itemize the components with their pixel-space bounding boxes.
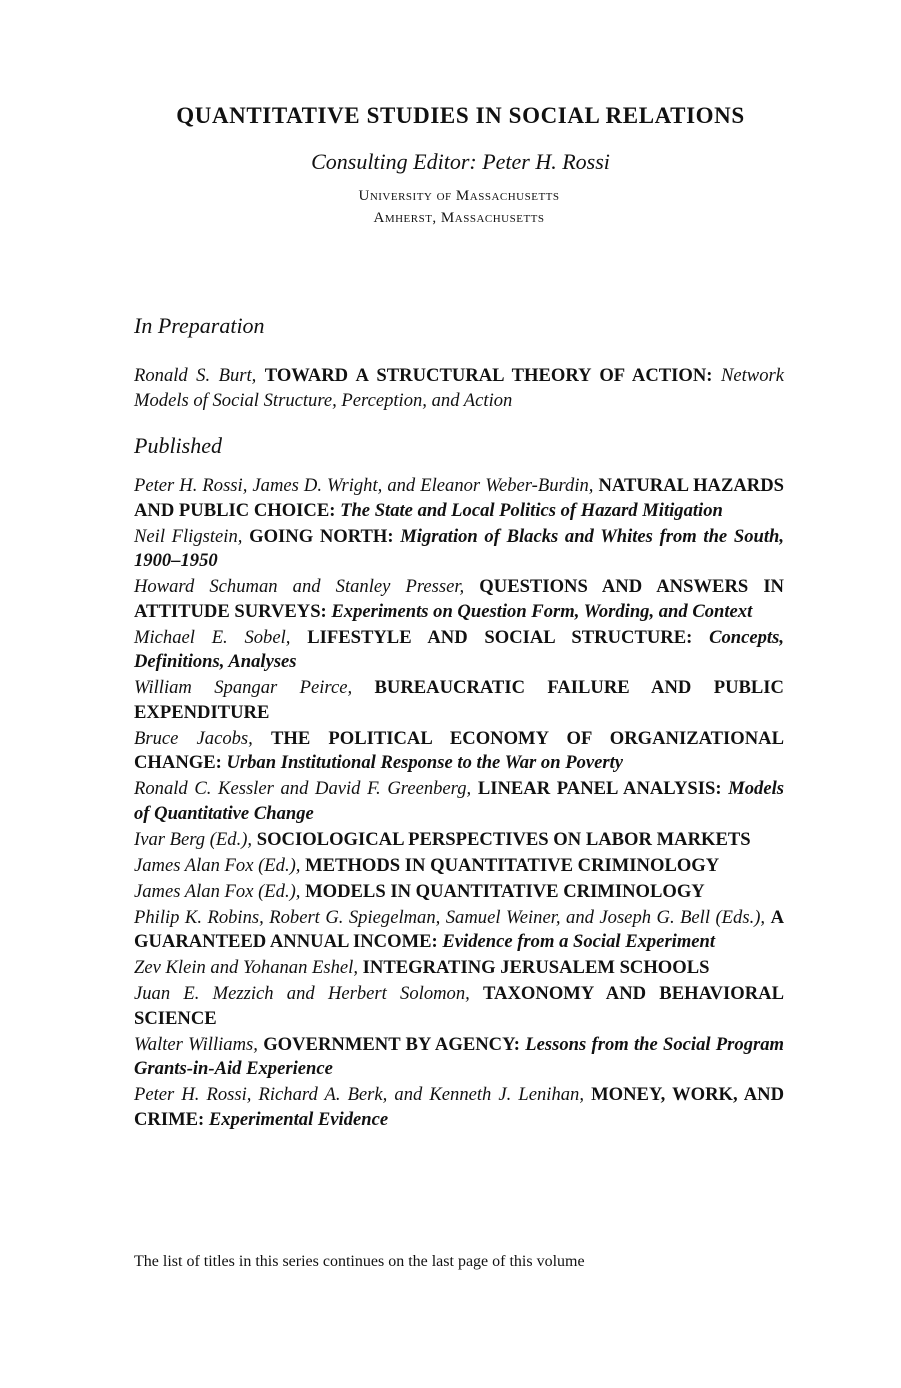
entry-author: Bruce Jacobs, <box>134 727 253 749</box>
book-entry <box>134 575 784 624</box>
entry-author: Peter H. Rossi, Richard A. Berk, and Kenneth J. Lenihan, <box>134 1084 585 1105</box>
entry-author: Walter Williams, <box>134 1033 258 1055</box>
entry-subtitle: Models of Quantitative Change <box>134 778 784 824</box>
entry-title: INTEGRATING JERUSALEM SCHOOLS <box>362 957 710 978</box>
affiliation-line-1: University of Massachusetts <box>358 188 560 204</box>
entry-author: Ronald C. Kessler and David F. Greenberg, <box>134 778 472 799</box>
book-entry <box>134 828 784 853</box>
published-list <box>134 474 784 1134</box>
entry-title: BUREAUCRATIC FAILURE AND PUBLIC EXPENDITURE <box>134 677 784 723</box>
book-entry <box>134 906 784 955</box>
published-heading: Published <box>134 433 222 458</box>
entry-title: MONEY, WORK, AND CRIME: <box>134 1084 785 1130</box>
series-continuation-note: The list of titles in this series continues on the last page of this volume <box>134 1253 585 1270</box>
entry-title: THE POLITICAL ECONOMY OF ORGANIZATIONAL CHANGE: <box>134 727 785 773</box>
book-entry <box>134 364 784 413</box>
entry-author: Neil Fligstein, <box>134 525 243 547</box>
entry-title: TOWARD A STRUCTURAL THEORY OF ACTION: <box>264 365 713 386</box>
entry-subtitle: The State and Local Politics of Hazard Mitigation <box>340 499 723 521</box>
entry-title: A GUARANTEED ANNUAL INCOME: <box>134 906 784 952</box>
book-entry <box>134 854 784 879</box>
book-entry <box>134 956 784 981</box>
book-entry <box>134 676 784 725</box>
entry-title: LINEAR PANEL ANALYSIS: <box>477 778 722 799</box>
entry-subtitle: Experiments on Question Form, Wording, and Context <box>331 600 753 622</box>
book-entry <box>134 982 784 1031</box>
entry-subtitle: Network Models of Social Structure, Perception, and Action <box>134 365 784 411</box>
book-entry <box>134 626 784 675</box>
entry-author: William Spangar Peirce, <box>134 677 353 698</box>
affiliation-line-2: Amherst, Massachusetts <box>373 210 545 226</box>
entry-subtitle: Migration of Blacks and Whites from the South, 1900–1950 <box>134 525 784 571</box>
entry-title: QUESTIONS AND ANSWERS IN ATTITUDE SURVEYS: <box>134 576 784 622</box>
entry-title: GOVERNMENT BY AGENCY: <box>263 1033 520 1055</box>
book-entry <box>134 777 784 826</box>
in-preparation-list <box>134 364 784 415</box>
entry-author: Howard Schuman and Stanley Presser, <box>134 576 465 597</box>
entry-title: GOING NORTH: <box>249 525 394 547</box>
entry-subtitle: Lessons from the Social Program Grants-in-Aid Experience <box>134 1033 784 1079</box>
entry-author: James Alan Fox (Ed.), <box>134 854 301 876</box>
entry-title: METHODS IN QUANTITATIVE CRIMINOLOGY <box>305 854 720 876</box>
in-preparation-heading: In Preparation <box>134 313 265 338</box>
entry-title: SOCIOLOGICAL PERSPECTIVES ON LABOR MARKETS <box>256 828 751 850</box>
book-entry <box>134 474 784 523</box>
entry-author: James Alan Fox (Ed.), <box>134 880 301 902</box>
entry-title: LIFESTYLE AND SOCIAL STRUCTURE: <box>307 626 693 648</box>
entry-subtitle: Experimental Evidence <box>208 1108 389 1130</box>
entry-title: TAXONOMY AND BEHAVIORAL SCIENCE <box>134 983 784 1029</box>
book-entry <box>134 727 784 776</box>
entry-subtitle: Urban Institutional Response to the War on Poverty <box>226 752 624 773</box>
book-entry <box>134 525 784 574</box>
entry-title: NATURAL HAZARDS AND PUBLIC CHOICE: <box>134 475 784 521</box>
series-title: QUANTITATIVE STUDIES IN SOCIAL RELATIONS <box>176 103 745 128</box>
book-entry <box>134 1033 784 1082</box>
entry-author: Zev Klein and Yohanan Eshel, <box>134 957 358 978</box>
entry-author: Ronald S. Burt, <box>134 365 257 386</box>
entry-title: MODELS IN QUANTITATIVE CRIMINOLOGY <box>305 880 705 902</box>
entry-subtitle: Evidence from a Social Experiment <box>442 931 716 952</box>
entry-author: Juan E. Mezzich and Herbert Solomon, <box>134 983 470 1004</box>
entry-author: Peter H. Rossi, James D. Wright, and Eleanor Weber-Burdin, <box>134 475 594 496</box>
consulting-editor: Consulting Editor: Peter H. Rossi <box>311 149 610 174</box>
book-entry <box>134 880 784 905</box>
book-entry <box>134 1083 784 1132</box>
entry-author: Michael E. Sobel, <box>134 626 291 648</box>
entry-author: Ivar Berg (Ed.), <box>134 828 253 850</box>
entry-author: Philip K. Robins, Robert G. Spiegelman, Samuel Weiner, and Joseph G. Bell (Eds.), <box>134 906 766 928</box>
entry-subtitle: Concepts, Definitions, Analyses <box>134 626 784 672</box>
